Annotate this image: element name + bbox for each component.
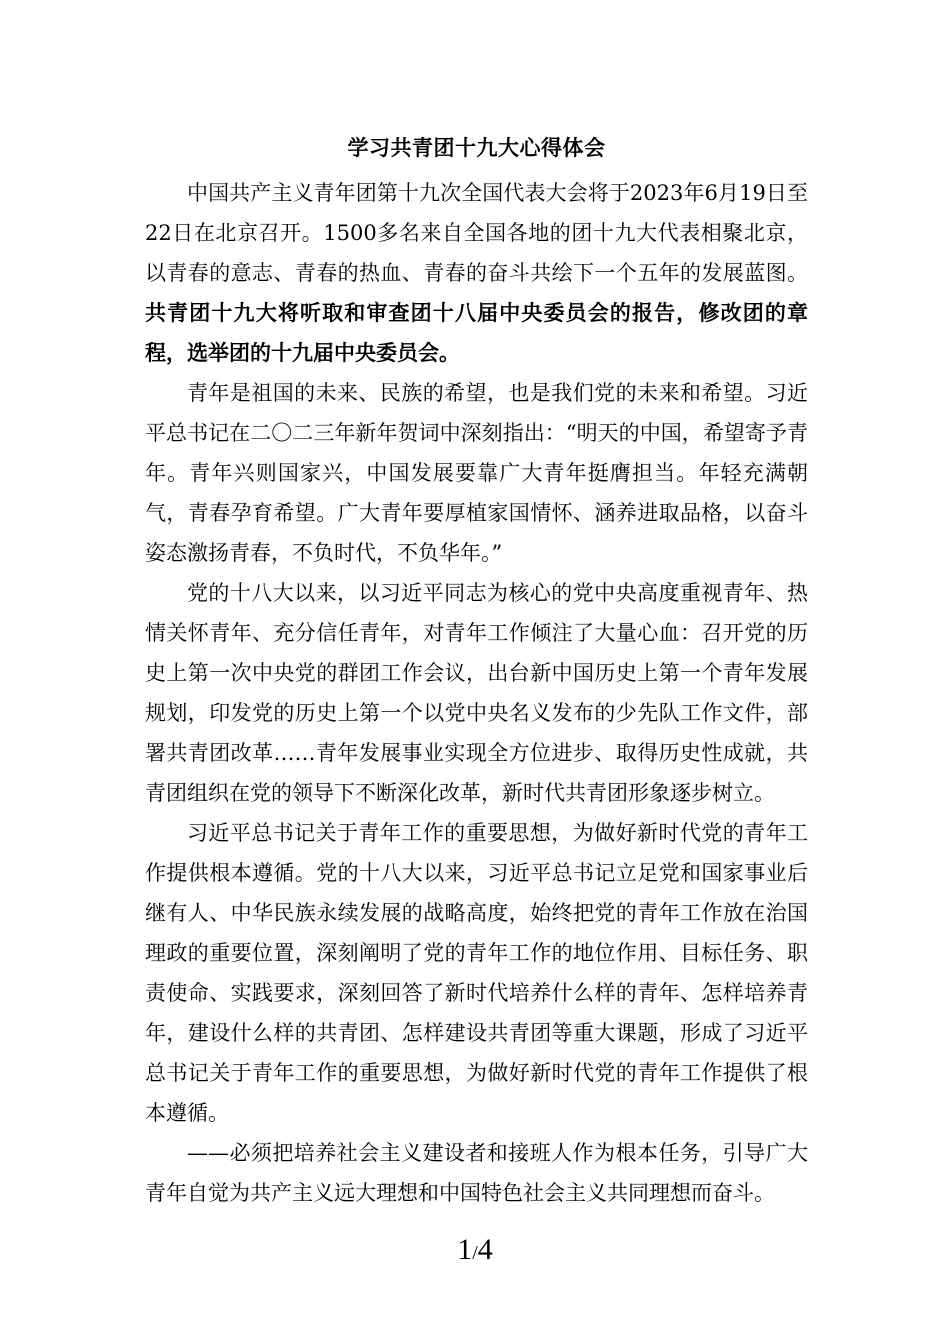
paragraph-5 [145, 1133, 808, 1213]
paragraph-1-bold-text: 共青团十九大将听取和审查团十八届中央委员会的报告，修改团的章程，选举团的十九届中央委员会。 [145, 300, 808, 365]
paragraph-2-text: 青年是祖国的未来、民族的希望，也是我们党的未来和希望。习近平总书记在二〇二三年新年贺词中深刻指出：“明天的中国，希望寄予青年。青年兴则国家兴，中国发展要靠广大青年挺膺担当。年轻充满朝气，青春孕育希望。广大青年要厚植家国情怀、涵养进取品格，以奋斗姿态激扬青春，不负时代，不负华年。” [145, 381, 808, 565]
paragraph-3-text: 党的十八大以来，以习近平同志为核心的党中央高度重视青年、热情关怀青年、充分信任青年，对青年工作倾注了大量心血：召开党的历史上第一次中央党的群团工作会议，出台新中国历史上第一个青年发展规划，印发党的历史上第一个以党中央名义发布的少先队工作文件，部署共青团改革……青年发展事业实现全方位进步、取得历史性成就，共青团组织在党的领导下不断深化改革，新时代共青团形象逐步树立。 [145, 581, 808, 805]
paragraph-2 [145, 373, 808, 573]
paragraph-1 [145, 173, 808, 373]
page-separator: / [472, 1242, 478, 1264]
current-page: 1 [457, 1233, 473, 1266]
paragraph-1-text: 中国共产主义青年团第十九次全国代表大会将于2023年6月19日至22日在北京召开。1500多名来自全国各地的团十九大代表相聚北京，以青春的意志、青春的热血、青春的奋斗共绘下一个五年的发展蓝图。 [145, 181, 808, 285]
total-pages: 4 [477, 1233, 493, 1266]
paragraph-4-text: 习近平总书记关于青年工作的重要思想，为做好新时代党的青年工作提供根本遵循。党的十八大以来，习近平总书记立足党和国家事业后继有人、中华民族永续发展的战略高度，始终把党的青年工作放在治国理政的重要位置，深刻阐明了党的青年工作的地位作用、目标任务、职责使命、实践要求，深刻回答了新时代培养什么样的青年、怎样培养青年，建设什么样的共青团、怎样建设共青团等重大课题，形成了习近平总书记关于青年工作的重要思想，为做好新时代党的青年工作提供了根本遵循。 [145, 821, 808, 1125]
document-page [145, 128, 808, 1213]
paragraph-3 [145, 573, 808, 813]
paragraph-5-text: ——必须把培养社会主义建设者和接班人作为根本任务，引导广大青年自觉为共产主义远大理想和中国特色社会主义共同理想而奋斗。 [145, 1141, 808, 1205]
document-title: 学习共青团十九大心得体会 [347, 135, 606, 160]
paragraph-4 [145, 813, 808, 1133]
page-number [0, 1228, 950, 1275]
